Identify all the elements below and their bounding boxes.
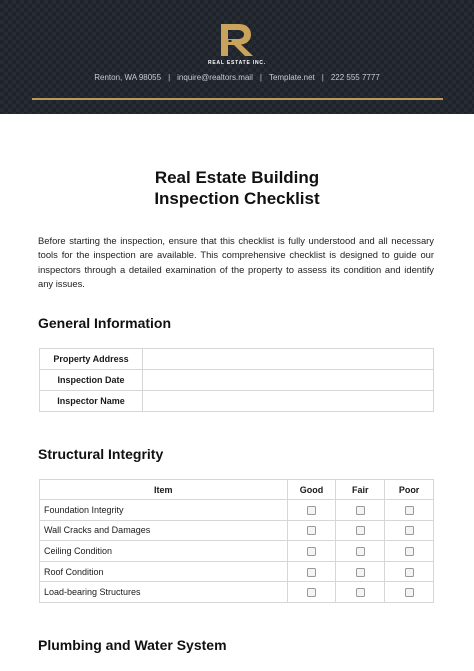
- good-checkbox[interactable]: [307, 588, 316, 597]
- table-row: [40, 500, 434, 521]
- table-header-row: [40, 480, 434, 500]
- poor-checkbox[interactable]: [405, 588, 414, 597]
- row-label: Inspector Name: [40, 391, 143, 412]
- checklist-item: Load-bearing Structures: [40, 582, 288, 603]
- intro-paragraph: Before starting the inspection, ensure that this checklist is fully understood and all necessary tools for the inspection are available. This comprehensive checklist is designed to guide our inspectors through a detailed examination of the property to assess its condition and identify any issues.: [38, 235, 434, 289]
- phone: 222 555 7777: [330, 73, 380, 82]
- inspector-name-field[interactable]: [143, 391, 434, 412]
- letterhead: [0, 0, 474, 114]
- divider: [32, 98, 443, 100]
- column-header-good: Good: [287, 480, 336, 500]
- column-header-item: Item: [40, 480, 288, 500]
- poor-checkbox[interactable]: [405, 568, 414, 577]
- section-heading-general-information: General Information: [38, 315, 172, 331]
- checklist-item: Foundation Integrity: [40, 500, 288, 521]
- company-logo: [218, 22, 256, 58]
- property-address-field[interactable]: [143, 349, 434, 370]
- fair-checkbox[interactable]: [356, 526, 365, 535]
- checklist-item: Ceiling Condition: [40, 541, 288, 562]
- table-row: [40, 541, 434, 562]
- table-row: [40, 370, 434, 391]
- section-heading-plumbing: Plumbing and Water System: [38, 637, 227, 653]
- good-checkbox[interactable]: [307, 526, 316, 535]
- document-title: [0, 167, 474, 209]
- good-checkbox[interactable]: [307, 547, 316, 556]
- checklist-item: Roof Condition: [40, 561, 288, 582]
- separator: |: [321, 73, 324, 82]
- fair-checkbox[interactable]: [356, 588, 365, 597]
- contact-line: [0, 73, 474, 82]
- general-info-table: [39, 348, 434, 412]
- table-row: [40, 391, 434, 412]
- table-row: [40, 582, 434, 603]
- separator: |: [168, 73, 171, 82]
- fair-checkbox[interactable]: [356, 547, 365, 556]
- title-line: Real Estate Building: [154, 168, 320, 187]
- column-header-poor: Poor: [385, 480, 434, 500]
- row-label: Inspection Date: [40, 370, 143, 391]
- address: Renton, WA 98055: [94, 73, 162, 82]
- fair-checkbox[interactable]: [356, 568, 365, 577]
- section-heading-structural-integrity: Structural Integrity: [38, 446, 164, 462]
- poor-checkbox[interactable]: [405, 526, 414, 535]
- good-checkbox[interactable]: [307, 506, 316, 515]
- table-row: [40, 349, 434, 370]
- good-checkbox[interactable]: [307, 568, 316, 577]
- website[interactable]: Template.net: [268, 73, 315, 82]
- checklist-item: Wall Cracks and Damages: [40, 520, 288, 541]
- poor-checkbox[interactable]: [405, 547, 414, 556]
- row-label: Property Address: [40, 349, 143, 370]
- table-row: [40, 520, 434, 541]
- inspection-date-field[interactable]: [143, 370, 434, 391]
- poor-checkbox[interactable]: [405, 506, 414, 515]
- title-line: Inspection Checklist: [154, 189, 320, 208]
- table-row: [40, 561, 434, 582]
- separator: |: [259, 73, 262, 82]
- email[interactable]: inquire@realtors.mail: [177, 73, 253, 82]
- fair-checkbox[interactable]: [356, 506, 365, 515]
- structural-checklist-table: [39, 479, 434, 603]
- column-header-fair: Fair: [336, 480, 385, 500]
- company-name: REAL ESTATE INC.: [207, 60, 267, 66]
